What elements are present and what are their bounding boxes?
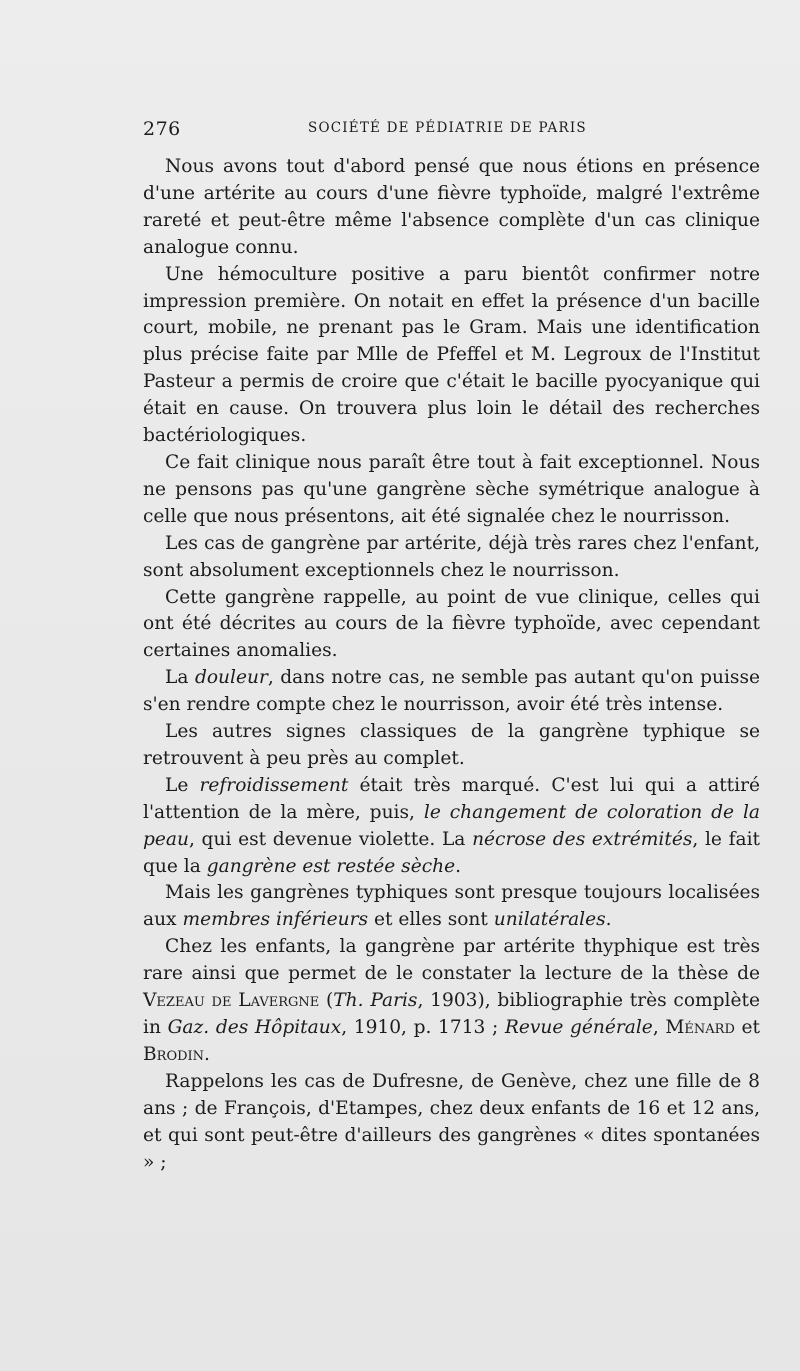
text-run: Chez les enfants, la gangrène par artérite thyphique est très rare ainsi que permet de le constater la lecture de la thèse de bbox=[143, 936, 760, 985]
page-number: 276 bbox=[143, 118, 181, 140]
paragraph bbox=[143, 450, 760, 531]
text-run: , dans notre cas, ne semble pas autant qu'on puisse s'en rendre compte chez le nourrisson, avoir été très intense. bbox=[143, 667, 760, 716]
text-run: Cette gangrène rappelle, au point de vue clinique, celles qui ont été décrites au cours de la fièvre typhoïde, avec cependant certaines anomalies. bbox=[143, 586, 760, 662]
italic-text: Revue générale bbox=[504, 1017, 653, 1038]
smallcaps-name: Ménard bbox=[665, 1017, 735, 1038]
text-run: et elles sont bbox=[368, 909, 494, 931]
paragraph bbox=[143, 665, 760, 719]
italic-text: Th. Paris bbox=[333, 990, 418, 1012]
italic-text: douleur bbox=[194, 667, 268, 689]
italic-text: membres inférieurs bbox=[182, 909, 369, 931]
italic-text: Gaz. des Hôpitaux bbox=[167, 1017, 342, 1038]
paragraph bbox=[143, 719, 760, 773]
paragraph bbox=[143, 773, 760, 881]
text-run: La bbox=[165, 667, 195, 689]
paragraph bbox=[143, 880, 760, 934]
italic-text: refroidissement bbox=[199, 774, 349, 796]
text-run: et bbox=[734, 1017, 760, 1038]
text-run: . bbox=[605, 909, 612, 931]
paragraph bbox=[143, 934, 760, 1069]
text-run: était très marqué. C'est lui qui a attiré l'attention de la mère, puis, bbox=[143, 774, 760, 823]
text-run: , 1910, p. 1713 ; bbox=[341, 1017, 505, 1038]
text-run: . bbox=[455, 855, 462, 877]
text-run: , 1903), bibliographie très complète in bbox=[143, 990, 760, 1038]
body-text bbox=[143, 154, 760, 1176]
paragraph bbox=[143, 531, 760, 585]
italic-text: le changement de coloration de la peau bbox=[143, 801, 760, 850]
text-run: Les cas de gangrène par artérite, déjà très rares chez l'enfant, sont absolument exceptionnels chez le nourrisson. bbox=[143, 532, 760, 581]
paragraph bbox=[143, 585, 760, 666]
italic-text: gangrène est restée sèche bbox=[206, 855, 456, 877]
text-run: Le bbox=[165, 774, 200, 796]
running-head bbox=[143, 118, 760, 146]
paragraph bbox=[143, 154, 760, 262]
text-run: , qui est devenue violette. La bbox=[188, 828, 473, 850]
paragraph bbox=[143, 262, 760, 450]
text-run: , le fait que la bbox=[143, 828, 760, 877]
text-run: . bbox=[204, 1043, 210, 1065]
text-run: Une hémoculture positive a paru bientôt confirmer notre impression première. On notait en effet la présence d'un bacille court, mobile, ne prenant pas le Gram. Mais une identification plus précise faite par Mlle de Pfeffel et M. Legroux de l'Institut Pasteur a permis de croire que c'était le bacille pyocyanique qui était en cause. On trouvera plus loin le détail des recherches bactériologiques. bbox=[143, 263, 760, 447]
text-run: Nous avons tout d'abord pensé que nous étions en présence d'une artérite au cours d'une fièvre typhoïde, malgré l'extrême rareté et peut-être même l'absence complète d'un cas clinique analogue connu. bbox=[143, 156, 760, 258]
text-run: Rappelons les cas de Dufresne, de Genève, chez une fille de 8 ans ; de François, d'Etampes, chez deux enfants de 16 et 12 ans, et qui sont peut-être d'ailleurs des gangrènes « dites spontanées » ; bbox=[143, 1070, 760, 1173]
paragraph bbox=[143, 1069, 760, 1177]
text-run: , bbox=[652, 1017, 666, 1038]
italic-text: unilatérales bbox=[493, 909, 606, 931]
journal-title: SOCIÉTÉ DE PÉDIATRIE DE PARIS bbox=[308, 120, 587, 136]
smallcaps-name: Vezeau de Lavergne bbox=[143, 990, 320, 1012]
text-run: Les autres signes classiques de la gangrène typhique se retrouvent à peu près au complet. bbox=[143, 721, 760, 769]
text-run: ( bbox=[319, 990, 334, 1012]
text-run: Ce fait clinique nous paraît être tout à fait exceptionnel. Nous ne pensons pas qu'une gangrène sèche symétrique analogue à celle que nous présentons, ait été signalée chez le nourrisson. bbox=[143, 451, 760, 527]
italic-text: nécrose des extrémités bbox=[472, 828, 693, 850]
smallcaps-name: Brodin bbox=[143, 1043, 205, 1065]
text-run: Mais les gangrènes typhiques sont presque toujours localisées aux bbox=[143, 882, 760, 931]
